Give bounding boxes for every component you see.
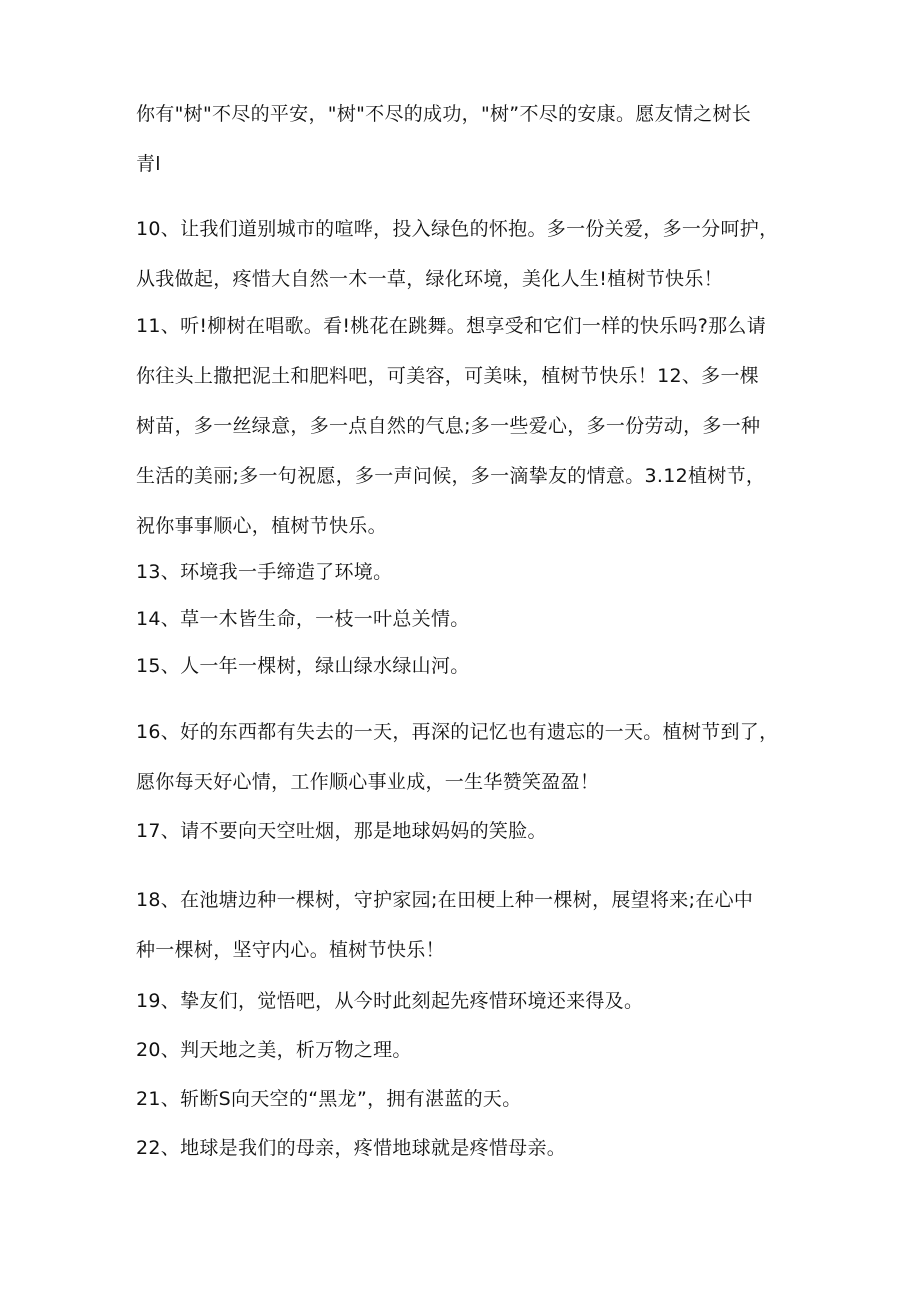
paragraph-15	[136, 641, 796, 691]
text-line: 18、在池塘边种一棵树，守护家园;在田梗上种一棵树，展望将来;在心中	[136, 889, 754, 911]
paragraph-18	[136, 875, 796, 975]
text-line: 10、让我们道别城市的喧哗，投入绿色的怀抱。多一份关爱，多一分呵护，	[136, 218, 779, 240]
paragraph-21	[136, 1074, 796, 1124]
text-line: 你往头上撒把泥土和肥料吧，可美容，可美味，植树节快乐！12、多一棵	[136, 365, 760, 387]
text-line: 15、人一年一棵树，绿山绿水绿山河。	[136, 655, 470, 677]
paragraph-19	[136, 976, 796, 1026]
paragraph-17	[136, 806, 796, 856]
paragraph-11-12	[136, 301, 796, 551]
text-line: 17、请不要向天空吐烟，那是地球妈妈的笑脸。	[136, 820, 547, 842]
text-line: 11、听!柳树在唱歌。看!桃花在跳舞。想享受和它们一样的快乐吗?那么请	[136, 315, 766, 337]
text-line: 14、草一木皆生命，一枝一叶总关情。	[136, 608, 470, 630]
text-line: 19、挚友们，觉悟吧，从今时此刻起先疼惜环境还来得及。	[136, 990, 644, 1012]
text-line: 青l	[136, 153, 161, 175]
text-line: 13、环境我一手缔造了环境。	[136, 561, 393, 583]
paragraph-20	[136, 1025, 796, 1075]
text-line: 生活的美丽;多一句祝愿，多一声问候，多一滴挚友的情意。3.12植树节，	[136, 465, 766, 487]
text-line: 16、好的东西都有失去的一天，再深的记忆也有遗忘的一天。植树节到了，	[136, 721, 779, 743]
text-line: 20、判天地之美，析万物之理。	[136, 1039, 412, 1061]
text-line: 从我做起，疼惜大自然一木一草，绿化环境，美化人生!植树节快乐！	[136, 268, 723, 290]
paragraph-13	[136, 547, 796, 597]
text-line: 22、地球是我们的母亲，疼惜地球就是疼惜母亲。	[136, 1137, 567, 1159]
text-line: 愿你每天好心情，工作顺心事业成，一生华赞笑盈盈！	[136, 771, 600, 793]
paragraph-intro	[136, 89, 796, 189]
text-line: 祝你事事顺心，植树节快乐。	[136, 515, 387, 537]
text-line: 21、斩断S向天空的“黑龙”，拥有湛蓝的天。	[136, 1088, 522, 1110]
text-line: 种一棵树，坚守内心。植树节快乐！	[136, 939, 445, 961]
text-line: 你有"树"不尽的平安，"树"不尽的成功，"树”不尽的安康。愿友情之树长	[136, 103, 752, 125]
paragraph-10	[136, 204, 796, 304]
text-line: 树苗，多一丝绿意，多一点自然的气息;多一些爱心，多一份劳动，多一种	[136, 415, 761, 437]
paragraph-16	[136, 707, 796, 807]
paragraph-14	[136, 594, 796, 644]
paragraph-22	[136, 1123, 796, 1173]
